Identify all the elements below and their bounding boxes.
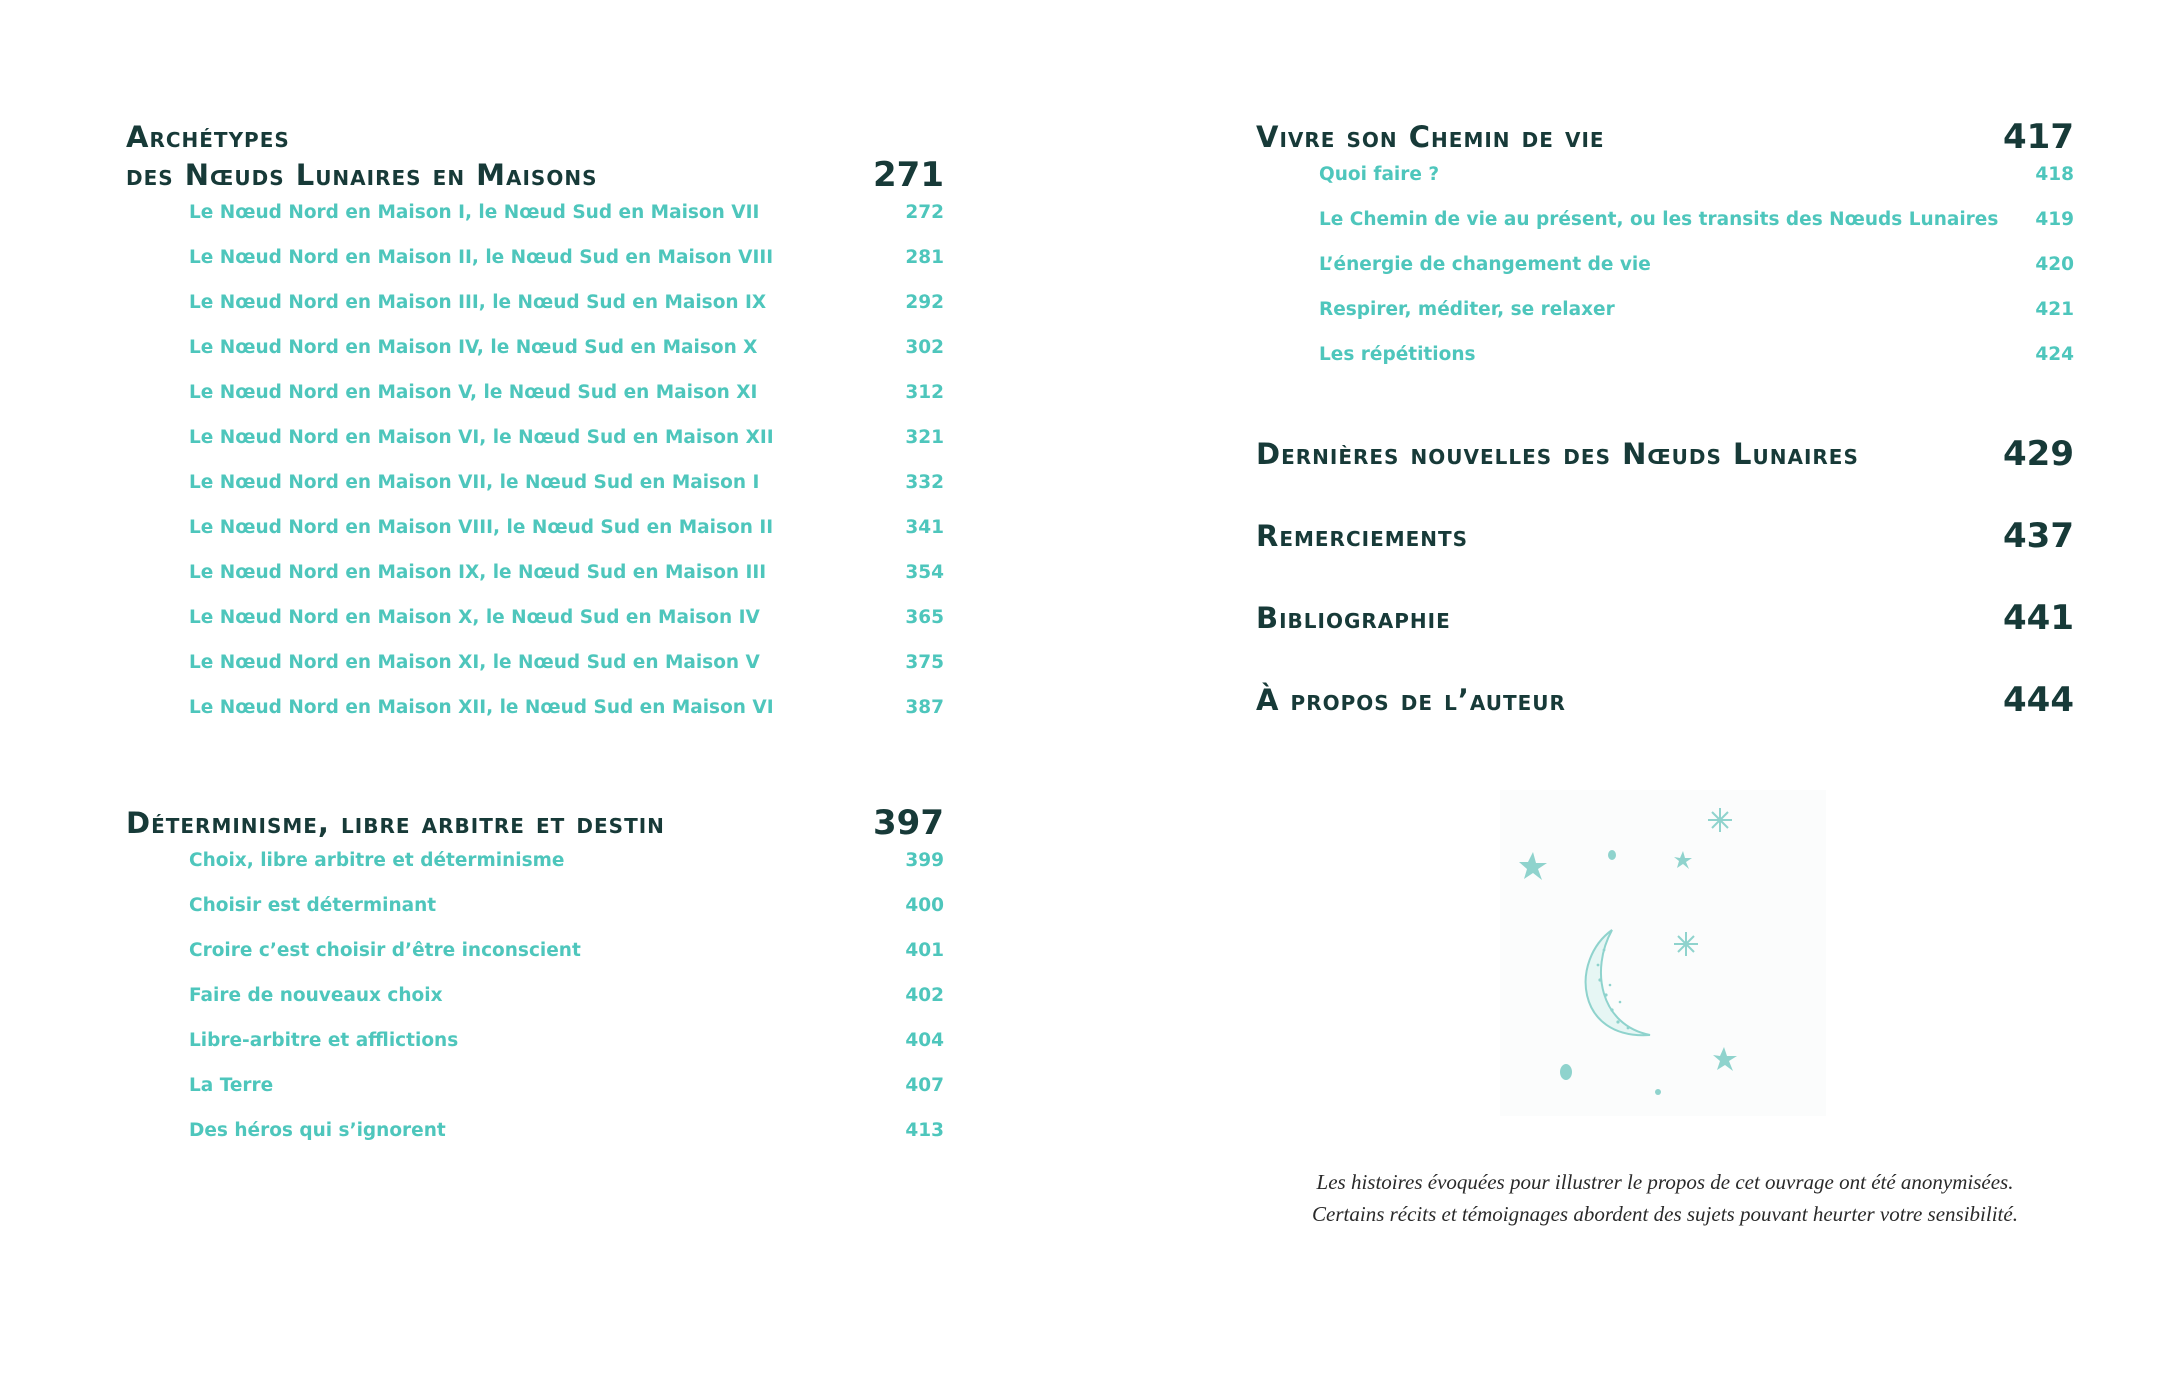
- toc-entry[interactable]: [126, 607, 944, 652]
- toc-entry-page: 375: [905, 652, 944, 673]
- toc-entry[interactable]: [1256, 164, 2074, 209]
- toc-entry[interactable]: [126, 652, 944, 697]
- toc-section-chemin-de-vie: [1256, 118, 2074, 389]
- section-heading: [126, 118, 944, 194]
- toc-entry-label: Les répétitions: [1319, 344, 1476, 365]
- toc-entry-label: Le Nœud Nord en Maison V, le Nœud Sud en Maison XI: [189, 382, 758, 403]
- note-line: Certains récits et témoignages abordent des sujets pouvant heurter votre sensibilité.: [1312, 1202, 2018, 1226]
- toc-section-archetypes: [126, 118, 944, 742]
- note-line: Les histoires évoquées pour illustrer le propos de cet ouvrage ont été anonymisées.: [1316, 1170, 2014, 1194]
- toc-entry-page: 354: [905, 562, 944, 583]
- toc-entry[interactable]: [126, 895, 944, 940]
- toc-entry-label: Choisir est déterminant: [189, 895, 437, 916]
- toc-entry-list: [126, 850, 944, 1165]
- toc-entry[interactable]: [126, 247, 944, 292]
- toc-entry-list: [126, 202, 944, 742]
- toc-entry-list: [1256, 164, 2074, 389]
- section-spacer: [126, 742, 944, 804]
- section-page-number: 397: [873, 803, 944, 843]
- toc-left-column: [126, 118, 944, 1165]
- toc-section-dernieres-nouvelles[interactable]: [1256, 413, 2074, 495]
- toc-entry-label: Le Nœud Nord en Maison XI, le Nœud Sud en Maison V: [189, 652, 760, 673]
- toc-entry[interactable]: [126, 337, 944, 382]
- toc-entry-label: Respirer, méditer, se relaxer: [1319, 299, 1615, 320]
- section-title: Bibliographie: [1256, 601, 1451, 635]
- section-title: [1256, 118, 1605, 156]
- toc-entry[interactable]: [126, 562, 944, 607]
- toc-entry-page: 419: [2035, 209, 2074, 230]
- toc-entry[interactable]: [126, 202, 944, 247]
- toc-entry-page: 401: [905, 940, 944, 961]
- section-title-line: Archétypes: [126, 120, 290, 154]
- toc-entry-label: Le Nœud Nord en Maison II, le Nœud Sud en Maison VIII: [189, 247, 774, 268]
- toc-entry-page: 418: [2035, 164, 2074, 185]
- section-title: Dernières nouvelles des Nœuds Lunaires: [1256, 437, 1859, 471]
- section-page-number: 444: [2003, 680, 2074, 720]
- toc-entry[interactable]: [1256, 209, 2074, 254]
- toc-entry-page: 332: [905, 472, 944, 493]
- toc-entry-page: 312: [905, 382, 944, 403]
- toc-entry[interactable]: [126, 697, 944, 742]
- toc-entry-page: 341: [905, 517, 944, 538]
- section-title-line: des Nœuds Lunaires en Maisons: [126, 158, 598, 192]
- toc-entry-label: Le Nœud Nord en Maison VIII, le Nœud Sud en Maison II: [189, 517, 774, 538]
- toc-section-determinisme: [126, 804, 944, 1165]
- toc-entry-page: 400: [905, 895, 944, 916]
- toc-entry[interactable]: [126, 382, 944, 427]
- toc-entry-label: Choix, libre arbitre et déterminisme: [189, 850, 565, 871]
- toc-entry-label: Libre-arbitre et afflictions: [189, 1030, 459, 1051]
- toc-section-remerciements[interactable]: [1256, 495, 2074, 577]
- toc-entry-page: 365: [905, 607, 944, 628]
- toc-entry[interactable]: [126, 940, 944, 985]
- section-page-number: 417: [2003, 117, 2074, 157]
- toc-entry-page: 281: [905, 247, 944, 268]
- section-title: À propos de l’auteur: [1256, 683, 1566, 717]
- toc-entry[interactable]: [126, 985, 944, 1030]
- moon-and-stars-icon: [1500, 790, 1826, 1116]
- toc-entry-label: Le Nœud Nord en Maison IV, le Nœud Sud en Maison X: [189, 337, 758, 358]
- toc-entry[interactable]: [1256, 254, 2074, 299]
- toc-entry-label: La Terre: [189, 1075, 274, 1096]
- toc-entry-label: Le Chemin de vie au présent, ou les transits des Nœuds Lunaires: [1319, 209, 1999, 230]
- toc-entry-label: Le Nœud Nord en Maison IX, le Nœud Sud en Maison III: [189, 562, 767, 583]
- toc-entry-page: 272: [905, 202, 944, 223]
- toc-entry[interactable]: [126, 850, 944, 895]
- toc-entry[interactable]: [1256, 299, 2074, 344]
- toc-entry-page: 292: [905, 292, 944, 313]
- toc-entry-page: 387: [905, 697, 944, 718]
- toc-entry-label: Le Nœud Nord en Maison VI, le Nœud Sud en Maison XII: [189, 427, 774, 448]
- toc-right-column: [1256, 118, 2074, 741]
- toc-entry-label: Le Nœud Nord en Maison XII, le Nœud Sud en Maison VI: [189, 697, 774, 718]
- section-page-number: 437: [2003, 516, 2074, 556]
- section-title: Remerciements: [1256, 519, 1469, 553]
- toc-section-bibliographie[interactable]: [1256, 577, 2074, 659]
- toc-entry-page: 402: [905, 985, 944, 1006]
- toc-entry-page: 421: [2035, 299, 2074, 320]
- toc-entry-label: Le Nœud Nord en Maison VII, le Nœud Sud en Maison I: [189, 472, 760, 493]
- section-page-number: 271: [873, 155, 944, 195]
- toc-entry-label: Le Nœud Nord en Maison III, le Nœud Sud en Maison IX: [189, 292, 767, 313]
- section-page-number: 441: [2003, 598, 2074, 638]
- section-title: [126, 804, 665, 842]
- section-spacer: [1256, 389, 2074, 413]
- toc-entry-page: 321: [905, 427, 944, 448]
- anonymization-note: [1256, 1166, 2074, 1230]
- toc-entry[interactable]: [126, 427, 944, 472]
- section-title-line: Déterminisme, libre arbitre et destin: [126, 806, 665, 840]
- section-title-line: Vivre son Chemin de vie: [1256, 120, 1605, 154]
- toc-entry[interactable]: [126, 1120, 944, 1165]
- toc-entry-label: L’énergie de changement de vie: [1319, 254, 1651, 275]
- toc-entry[interactable]: [126, 1075, 944, 1120]
- section-heading: [1256, 118, 2074, 156]
- toc-entry-label: Faire de nouveaux choix: [189, 985, 443, 1006]
- toc-entry-page: 404: [905, 1030, 944, 1051]
- toc-entry-label: Quoi faire ?: [1319, 164, 1440, 185]
- section-page-number: 429: [2003, 434, 2074, 474]
- toc-entry-page: 413: [905, 1120, 944, 1141]
- toc-entry[interactable]: [126, 1030, 944, 1075]
- toc-section-a-propos[interactable]: [1256, 659, 2074, 741]
- section-heading: [126, 804, 944, 842]
- toc-entry-page: 302: [905, 337, 944, 358]
- toc-entry-page: 399: [905, 850, 944, 871]
- toc-entry-page: 407: [905, 1075, 944, 1096]
- toc-entry[interactable]: [126, 517, 944, 562]
- section-title: [126, 118, 597, 194]
- toc-entry-page: 420: [2035, 254, 2074, 275]
- toc-entry[interactable]: [1256, 344, 2074, 389]
- toc-entry-label: Des héros qui s’ignorent: [189, 1120, 446, 1141]
- toc-entry-label: Le Nœud Nord en Maison X, le Nœud Sud en Maison IV: [189, 607, 760, 628]
- toc-entry[interactable]: [126, 472, 944, 517]
- toc-entry-label: Le Nœud Nord en Maison I, le Nœud Sud en Maison VII: [189, 202, 760, 223]
- toc-entry-label: Croire c’est choisir d’être inconscient: [189, 940, 581, 961]
- toc-entry[interactable]: [126, 292, 944, 337]
- toc-entry-page: 424: [2035, 344, 2074, 365]
